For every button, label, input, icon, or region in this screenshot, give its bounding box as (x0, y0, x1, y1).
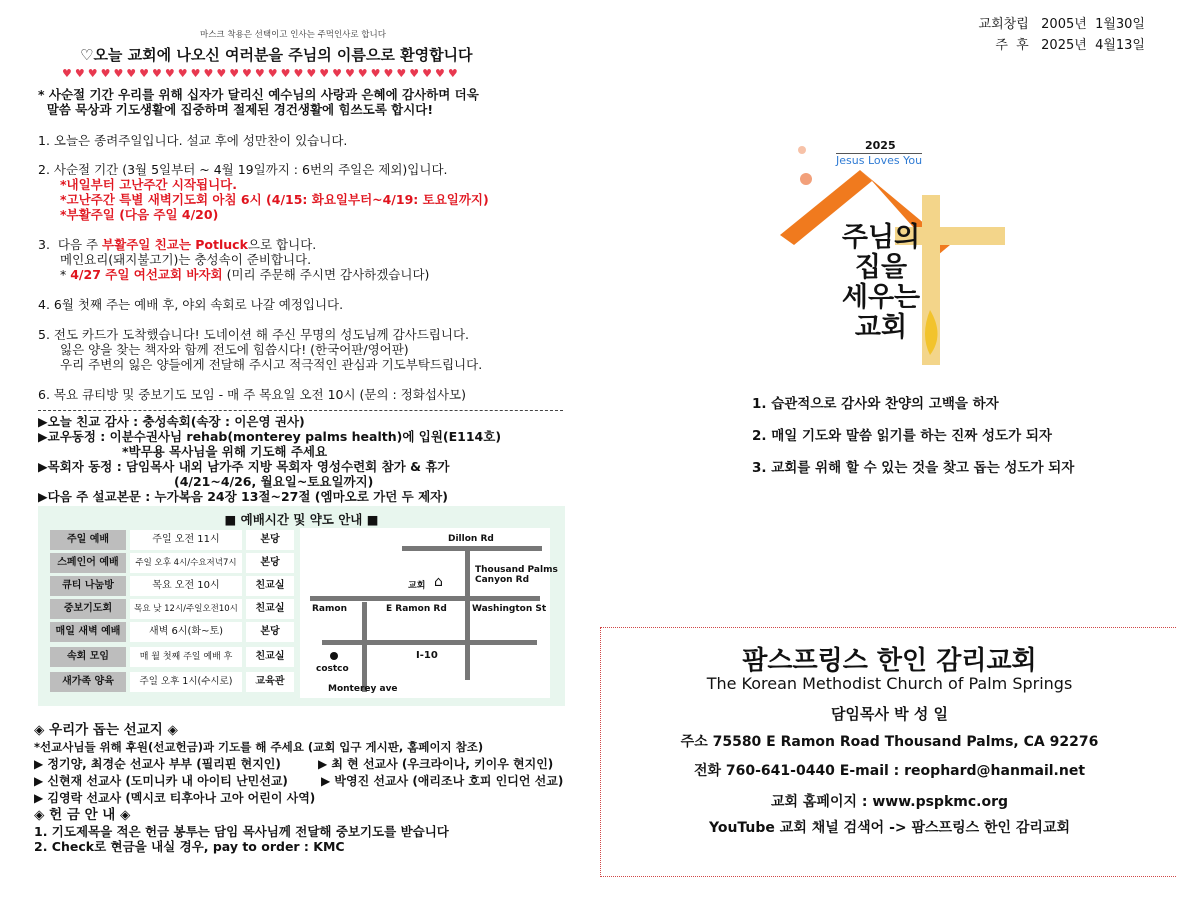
church-goals (752, 388, 1074, 484)
date-block (979, 14, 1145, 56)
logo-text-line2: 집을 (854, 252, 908, 283)
logo-slogan: Jesus Loves You (836, 154, 923, 167)
road-dillon (402, 546, 542, 551)
costco-dot-icon (330, 652, 338, 660)
notices (38, 414, 501, 504)
schedule-name: 속회 모임 (50, 647, 126, 667)
schedule-title: ■ 예배시간 및 약도 안내 ■ (224, 512, 379, 527)
road-ramon (310, 596, 540, 601)
lent-intro-line1: * 사순절 기간 우리를 위해 십자가 달리신 예수님의 사랑과 은혜에 감사하며 더욱 (38, 87, 479, 102)
announcement-2-red2: *고난주간 특별 새벽기도회 아침 6시 (4/15: 화요일부터~4/19: 토요일까지) (60, 192, 489, 207)
founded-date: 2005년 1월30일 (1041, 17, 1145, 32)
offering-note-2: 2. Check로 현금을 내실 경우, pay to order : KMC (34, 839, 345, 854)
offering-title: ◈ 헌 금 안 내 ◈ (34, 807, 131, 823)
announcement-5-line2: 잃은 양을 찾는 책자와 함께 전도에 힘씁시다! (한국어판/영어판) (60, 342, 409, 357)
schedule-name: 매일 새벽 예배 (50, 622, 126, 642)
church-info-box (600, 627, 1177, 877)
schedule-name: 새가족 양육 (50, 672, 126, 692)
map-label-thousand-palms (475, 565, 558, 585)
notice-members-prayer: *박무용 목사님을 위해 기도해 주세요 (122, 444, 328, 459)
map-label-i10: I-10 (416, 650, 438, 661)
church-address: 주소 75580 E Ramon Road Thousand Palms, CA 92276 (680, 734, 1099, 750)
road-i10 (322, 640, 537, 645)
founded-label: 교회창립 (978, 17, 1029, 32)
mission-item: ▶ 정기양, 최경순 선교사 부부 (필리핀 현지인) (34, 757, 281, 771)
schedule-box (38, 506, 565, 706)
map-label-thousand-palms-line1: Thousand Palms (475, 565, 558, 575)
schedule-time: 목요 오전 10시 (130, 576, 242, 596)
announcement-3-line3-pre: * (60, 267, 71, 282)
notice-pastor: ▶목회자 동정 : 담임목사 내외 남가주 지방 목회자 영성수련회 참가 & 휴가 (38, 459, 450, 474)
week-date: 2025년 4월13일 (1041, 38, 1145, 53)
schedule-place: 친교실 (246, 599, 294, 619)
missions-section (34, 722, 564, 854)
map-label-canyon-line2: Canyon Rd (475, 575, 530, 585)
notice-pastor-dates: (4/21~4/26, 월요일~토요일까지) (174, 474, 374, 489)
pastor-name: 담임목사 박 성 일 (830, 705, 949, 723)
announcement-6: 6. 목요 큐티방 및 중보기도 모임 - 매 주 목요일 오전 10시 (문의 : 정화섭사모) (38, 387, 466, 402)
mission-item: ▶ 최 현 선교사 (우크라이나, 키이우 현지인) (318, 757, 554, 771)
missions-row-2 (34, 773, 564, 790)
announcement-1: 1. 오늘은 종려주일입니다. 설교 후에 성만찬이 있습니다. (38, 133, 348, 148)
missions-title: ◈ 우리가 돕는 선교지 ◈ (34, 722, 178, 738)
church-youtube: YouTube 교회 채널 검색어 -> 팜스프링스 한인 감리교회 (708, 820, 1071, 836)
map-label-washington: Washington St (472, 604, 547, 614)
announcement-3-line3-post: (미리 주문해 주시면 감사하겠습니다) (222, 267, 430, 282)
church-house-icon: ⌂ (434, 574, 443, 590)
logo-text-line1: 주님의 (841, 222, 921, 253)
map-label-monterey: Monterey ave (328, 684, 398, 694)
schedule-time: 주일 오전 11시 (130, 530, 242, 550)
goal-item: 2. 매일 기도와 말씀 읽기를 하는 진짜 성도가 되자 (752, 428, 1052, 444)
map-label-dillon: Dillon Rd (448, 534, 494, 544)
schedule-place: 친교실 (246, 647, 294, 667)
announcement-3 (38, 237, 429, 282)
schedule-place: 본당 (246, 553, 294, 573)
schedule-name: 스페인어 예배 (50, 553, 126, 573)
announcement-3-line3-red: 4/27 주일 여선교회 바자회 (70, 267, 223, 282)
map-label-e-ramon: E Ramon Rd (386, 604, 447, 614)
announcement-2-red1: *내일부터 고난주간 시작됩니다. (60, 177, 237, 192)
week-label: 주 후 (995, 38, 1029, 53)
announcement-4: 4. 6월 첫째 주는 예배 후, 야외 속회로 나갈 예정입니다. (38, 297, 344, 312)
announcement-5-line1: 5. 전도 카드가 도착했습니다! 도네이션 해 주신 무명의 성도님께 감사드립니다. (38, 327, 469, 342)
church-map (300, 528, 558, 698)
offering-note-1: 1. 기도제목을 적은 헌금 봉투는 담임 목사님께 전달해 중보기도를 받습니다 (34, 824, 449, 839)
road-monterey (362, 602, 367, 692)
logo-text-line4: 교회 (854, 312, 908, 343)
schedule-name: 주일 예배 (50, 530, 126, 550)
goal-item: 3. 교회를 위해 할 수 있는 것을 찾고 돕는 성도가 되자 (752, 460, 1075, 476)
missions-row-1 (34, 756, 554, 773)
schedule-time: 매 월 첫째 주일 예배 후 (130, 647, 242, 667)
announcement-2-red3: *부활주일 (다음 주일 4/20) (60, 207, 219, 222)
church-homepage[interactable]: 교회 홈페이지 : www.pspkmc.org (770, 794, 1009, 810)
schedule-name: 큐티 나눔방 (50, 576, 126, 596)
goal-item: 1. 습관적으로 감사와 찬양의 고백을 하자 (752, 396, 999, 412)
schedule-time: 주일 오후 1시(수시로) (130, 672, 242, 692)
missions-intro: *선교사님들 위해 후원(선교헌금)과 기도를 해 주세요 (교회 입구 게시판, 홈페이지 참조) (34, 740, 484, 754)
lent-intro (38, 87, 479, 117)
announcement-2 (38, 162, 489, 222)
announcement-5 (38, 327, 482, 372)
map-label-costco: costco (316, 664, 349, 674)
announcement-5-line3: 우리 주변의 잃은 양들에게 전달해 주시고 적극적인 관심과 기도부탁드립니다. (60, 357, 483, 372)
lent-intro-line2: 말씀 묵상과 기도생활에 집중하며 절제된 경건생활에 힘쓰도록 합시다! (38, 102, 434, 117)
church-name-ko: 팜스프링스 한인 감리교회 (742, 646, 1037, 676)
map-label-church: 교회 (408, 581, 426, 591)
notice-next-sermon: ▶다음 주 설교본문 : 누가복음 24장 13절~27절 (엠마오로 가던 두 제자) (38, 489, 448, 504)
schedule-time: 새벽 6시(화~토) (130, 622, 242, 642)
announcement-3-post: 으로 합니다. (247, 237, 317, 252)
church-logo (780, 135, 1010, 370)
logo-year: 2025 (865, 139, 896, 152)
church-name-en: The Korean Methodist Church of Palm Springs (706, 674, 1073, 693)
announcement-3-pre: 3. 다음 주 (38, 237, 103, 252)
announcement-2-main: 2. 사순절 기간 (3월 5일부터 ~ 4월 19일까지 : 6번의 주일은 제외)입니다. (38, 162, 448, 177)
schedule-time: 주일 오후 4시/수요저녁7시 (130, 553, 242, 573)
notice-fellowship: ▶오늘 친교 감사 : 충성속회(속장 : 이은영 권사) (38, 414, 305, 429)
church-contact: 전화 760-641-0440 E-mail : reophard@hanmail.net (693, 763, 1086, 779)
schedule-name: 중보기도회 (50, 599, 126, 619)
schedule-time: 목요 낮 12시/주일오전10시 (130, 599, 242, 619)
mission-item: ▶ 신현재 선교사 (도미니카 내 아이티 난민선교) (34, 774, 288, 788)
schedule-place: 교육관 (246, 672, 294, 692)
mission-item: ▶ 박영진 선교사 (애리조나 호피 인디언 선교) (321, 774, 564, 788)
schedule-place: 본당 (246, 622, 294, 642)
logo-text-line3: 세우는 (841, 282, 921, 313)
section-divider (38, 410, 563, 411)
notice-members: ▶교우동정 : 이분수권사님 rehab(monterey palms health)에 입원(E114호) (38, 429, 502, 444)
welcome-heading: ♡오늘 교회에 나오신 여러분을 주님의 이름으로 환영합니다 (80, 46, 473, 64)
announcement-3-red: 부활주일 친교는 Potluck (102, 237, 248, 252)
road-washington (465, 550, 470, 680)
hearts-decoration: ♥♥♥♥♥♥♥♥♥♥♥♥♥♥♥♥♥♥♥♥♥♥♥♥♥♥♥♥♥♥♥ (62, 67, 461, 80)
mask-note: 마스크 착용은 선택이고 인사는 주먹인사로 합니다 (200, 30, 386, 40)
mission-item: ▶ 김영락 선교사 (멕시코 티후아나 고아 어린이 사역) (34, 791, 316, 805)
announcement-3-line2: 메인요리(돼지불고기)는 충성속이 준비합니다. (60, 252, 312, 267)
map-label-ramon: Ramon (312, 604, 347, 614)
logo-text (836, 223, 926, 343)
schedule-place: 친교실 (246, 576, 294, 596)
schedule-place: 본당 (246, 530, 294, 550)
